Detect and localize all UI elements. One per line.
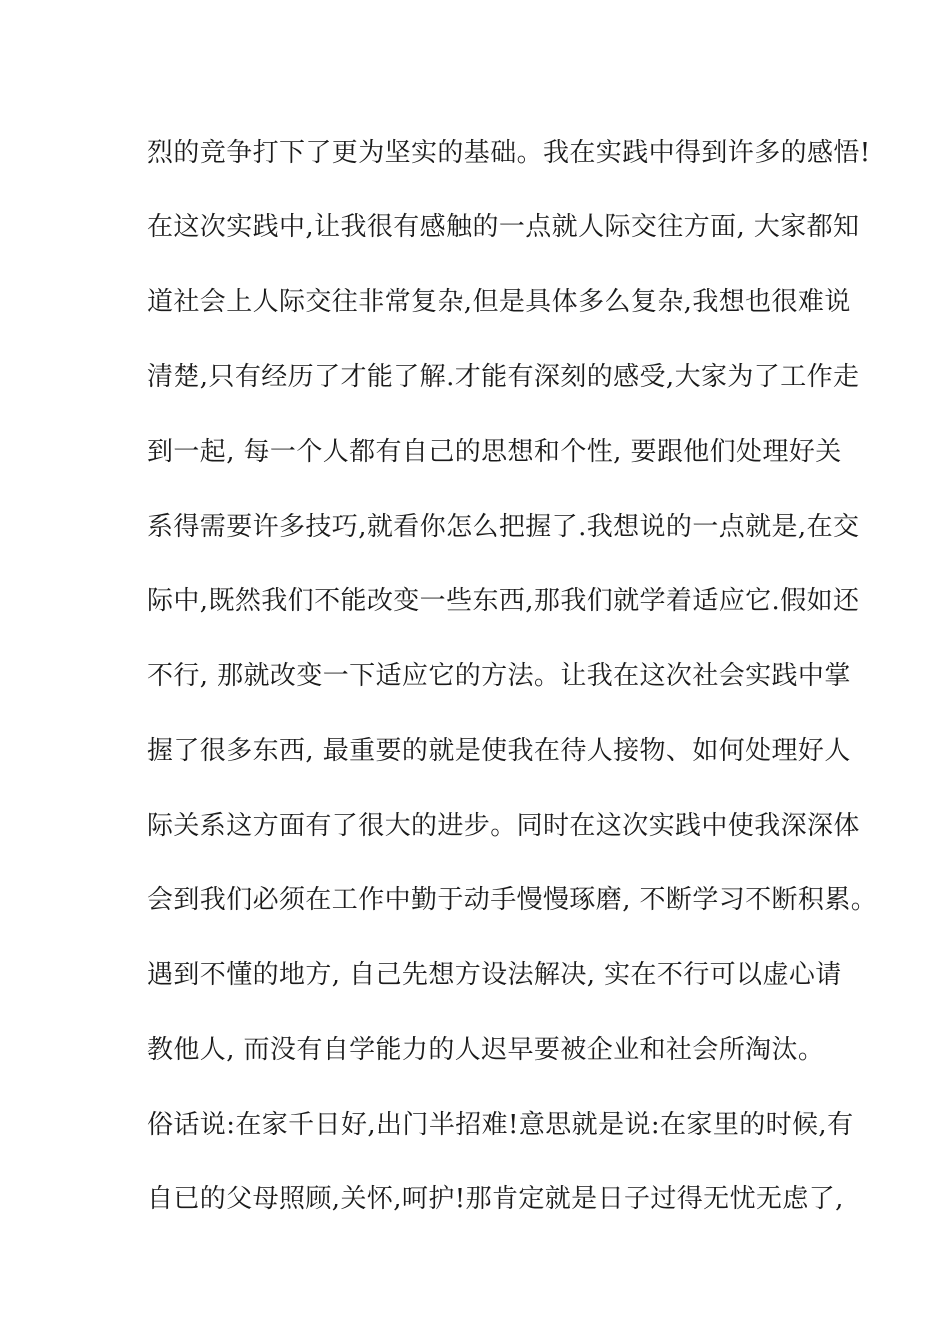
text-line-15: 自已的父母照顾,关怀,呵护!那肯定就是日子过得无忧无虑了, (147, 1184, 844, 1214)
text-line-11: 会到我们必须在工作中勤于动手慢慢琢磨, 不断学习不断积累。 (147, 885, 878, 915)
text-line-14: 俗话说:在家千日好,出门半招难!意思就是说:在家里的时候,有 (147, 1110, 854, 1140)
text-line-9: 握了很多东西, 最重要的就是使我在待人接物、如何处理好人 (147, 736, 851, 766)
text-line-4: 清楚,只有经历了才能了解.才能有深刻的感受,大家为了工作走 (147, 362, 860, 392)
text-line-1: 烈的竞争打下了更为坚实的基础。我在实践中得到许多的感悟! (147, 138, 871, 168)
text-line-3: 道社会上人际交往非常复杂,但是具体多么复杂,我想也很难说 (147, 287, 851, 317)
text-line-6: 系得需要许多技巧,就看你怎么把握了.我想说的一点就是,在交 (147, 512, 860, 542)
text-line-13: 教他人, 而没有自学能力的人迟早要被企业和社会所淘汰。 (147, 1035, 825, 1065)
text-line-5: 到一起, 每一个人都有自己的思想和个性, 要跟他们处理好关 (147, 437, 842, 467)
text-line-10: 际关系这方面有了很大的进步。同时在这次实践中使我深深体 (147, 811, 860, 841)
text-line-12: 遇到不懂的地方, 自己先想方设法解决, 实在不行可以虚心请 (147, 960, 842, 990)
text-line-2: 在这次实践中,让我很有感触的一点就人际交往方面, 大家都知 (147, 212, 860, 242)
text-line-7: 际中,既然我们不能改变一些东西,那我们就学着适应它.假如还 (147, 586, 860, 616)
text-line-8: 不行, 那就改变一下适应它的方法。让我在这次社会实践中掌 (147, 661, 851, 691)
